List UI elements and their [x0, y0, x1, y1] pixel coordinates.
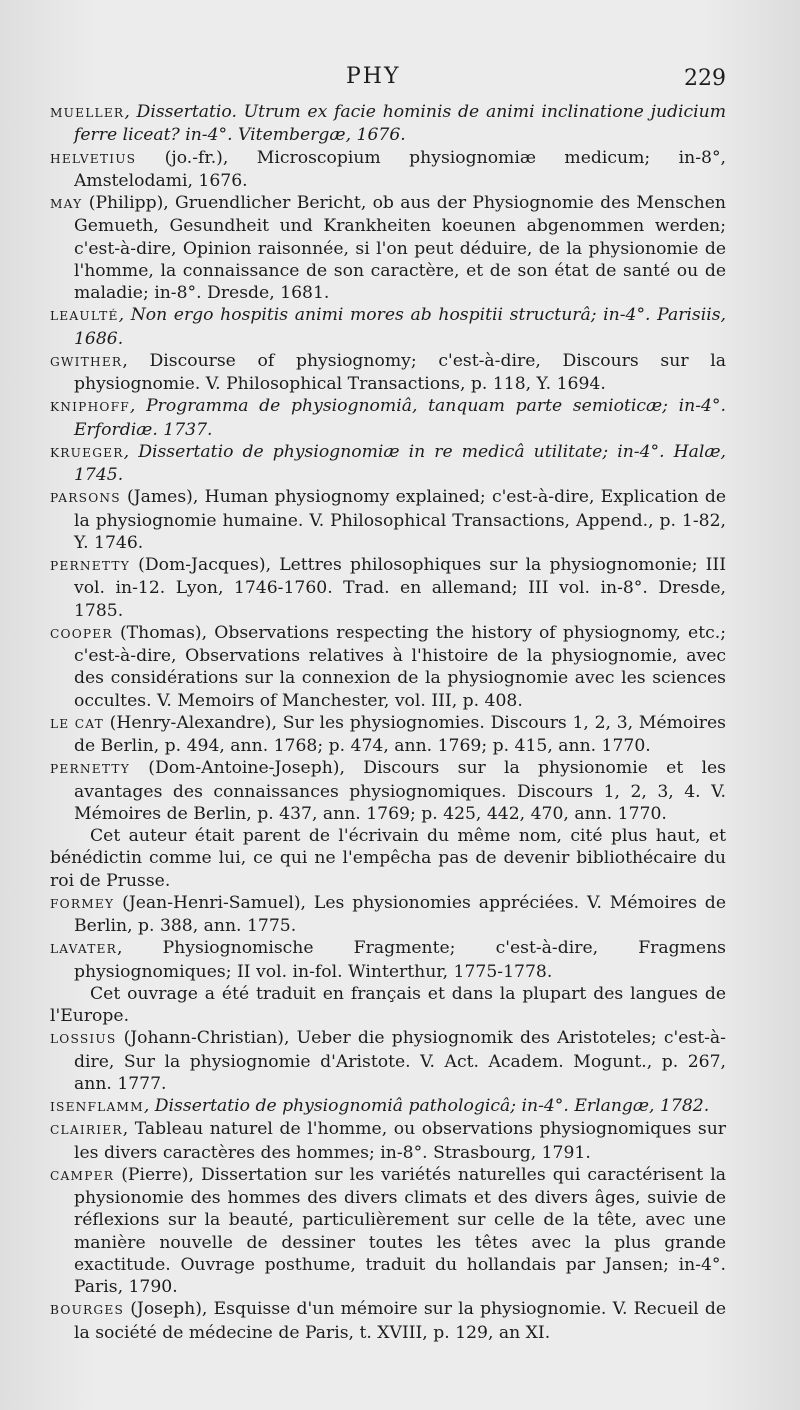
entry-text: (Thomas), Observations respecting the history of physiognomy, etc.; c'est-à-dire, Observations relatives à l'histoire de la physiognomie, avec des considérations sur la connexion de la physiognomie avec les sciences occultes. V. Memoirs of Manchester, vol. III, p. 408.: [74, 622, 726, 711]
entry-note: Cet auteur était parent de l'écrivain du même nom, cité plus haut, et bénédictin comme lui, ce qui ne l'empêcha pas de devenir bibliothécaire du roi de Prusse.: [50, 826, 726, 891]
entry-author: LAVATER: [50, 942, 117, 957]
entry-text: , Programma de physiognomiâ, tanquam parte semioticæ; in-4°. Erfordiæ. 1737.: [74, 396, 726, 440]
bibliography-entry: [50, 395, 726, 441]
bibliography-entry: [50, 486, 726, 554]
bibliography-entry: [50, 1027, 726, 1095]
entry-author: MAY: [50, 197, 83, 211]
entry-author: CAMPER: [50, 1168, 115, 1183]
entry-text: (James), Human physiognomy explained; c'est-à-dire, Explication de la physiognomie humaine. V. Philosophical Transactions, Append., p. 1-82, Y. 1746.: [74, 487, 726, 553]
bibliography-entry: [50, 147, 726, 193]
running-head: PHY: [346, 64, 401, 89]
bibliography-entry: [50, 937, 726, 983]
bibliography-entry: [50, 1095, 726, 1118]
entry-text: (Jean-Henri-Samuel), Les physionomies appréciées. V. Mémoires de Berlin, p. 388, ann. 1775.: [74, 892, 726, 936]
entry-author: LE CAT: [50, 716, 104, 731]
bibliography-entry: [50, 304, 726, 350]
entry-author: HELVETIUS: [50, 151, 137, 166]
entry-author: PERNETTY: [50, 559, 130, 573]
entry-note: Cet ouvrage a été traduit en français et dans la plupart des langues de l'Europe.: [50, 983, 726, 1026]
entry-text: (Dom-Jacques), Lettres philosophiques sur la physiognomonie; III vol. in-12. Lyon, 1746-1760. Trad. en allemand; III vol. in-8°. Dresde, 1785.: [74, 555, 726, 621]
bibliography-entry: [50, 192, 726, 304]
entry-text: , Dissertatio. Utrum ex facie hominis de animi inclinatione judicium ferre liceat? in-4°. Vitembergæ, 1676.: [74, 102, 726, 146]
bibliography-entry: [50, 101, 726, 147]
bibliography-entry: [50, 622, 726, 712]
entry-text: (Henry-Alexandre), Sur les physiognomies. Discours 1, 2, 3, Mémoires de Berlin, p. 494, ann. 1768; p. 474, ann. 1769; p. 415, ann. 1770.: [74, 712, 726, 756]
entry-text: , Non ergo hospitis animi mores ab hospitii structurâ; in-4°. Parisiis, 1686.: [74, 305, 726, 349]
entry-author: ISENFLAMM: [50, 1100, 144, 1114]
entry-text: , Tableau naturel de l'homme, ou observations physiognomiques sur les divers caractères des hommes; in-8°. Strasbourg, 1791.: [74, 1119, 726, 1163]
entry-text: (Pierre), Dissertation sur les variétés naturelles qui caractérisent la physionomie des hommes des divers climats et des divers âges, suivie de réflexions sur la beauté, particulièrement sur celle de la tête, avec une manière nouvelle de dessiner toutes les têtes avec la plus grande exactitude. Ouvrage posthume, traduit du hollandais par Jansen; in-4°. Paris, 1790.: [74, 1164, 726, 1297]
page-number: 229: [684, 66, 726, 91]
bibliography-entry: [50, 1298, 726, 1344]
entry-author: MUELLER: [50, 106, 125, 120]
entry-author: PERNETTY: [50, 762, 130, 777]
entry-text: (Johann-Christian), Ueber die physiognomik des Aristoteles; c'est-à-dire, Sur la physiognomie d'Aristote. V. Act. Academ. Mogunt., p. 267, ann. 1777.: [74, 1028, 726, 1094]
entry-text: , Physiognomische Fragmente; c'est-à-dire, Fragmens physiognomiques; II vol. in-fol. Winterthur, 1775-1778.: [74, 938, 726, 982]
entry-author: LEAULTÉ: [50, 309, 119, 324]
entry-text: (Philipp), Gruendlicher Bericht, ob aus der Physiognomie des Menschen Gemueth, Gesundheit und Krankheiten koeunen abgenommen werden; c'est-à-dire, Opinion raisonnée, si l'on peut déduire, de la physionomie de l'homme, la connaissance de son caractère, et de son état de santé ou de maladie; in-8°. Dresde, 1681.: [74, 193, 726, 303]
entry-author: KNIPHOFF: [50, 400, 130, 415]
entry-text: (jo.-fr.), Microscopium physiognomiæ medicum; in-8°, Amstelodami, 1676.: [74, 147, 726, 191]
bibliography-entry: [50, 1164, 726, 1299]
entry-text: , Discourse of physiognomy; c'est-à-dire, Discours sur la physiognomie. V. Philosophical Transactions, p. 118, Y. 1694.: [74, 350, 726, 394]
bibliography-entry: [50, 441, 726, 487]
entry-author: KRUEGER: [50, 445, 124, 460]
bibliography-entry: [50, 1118, 726, 1164]
entry-text: , Dissertatio de physiognomiæ in re medicâ utilitate; in-4°. Halæ, 1745.: [74, 441, 726, 485]
entry-text: (Dom-Antoine-Joseph), Discours sur la physionomie et les avantages des connaissances physiognomiques. Discours 1, 2, 3, 4. V. Mémoires de Berlin, p. 437, ann. 1769; p. 425, 442, 470, ann. 1770.: [74, 758, 726, 824]
entry-text: , Dissertatio de physiognomiâ pathologicâ; in-4°. Erlangæ, 1782.: [143, 1096, 710, 1116]
page-header: [0, 64, 800, 100]
entry-author: BOURGES: [50, 1303, 125, 1318]
bibliography-entry: [50, 712, 726, 758]
bibliography-entry: [50, 350, 726, 396]
entry-author: CLAIRIER: [50, 1123, 123, 1138]
bibliography-entry: [50, 554, 726, 622]
entry-text: (Joseph), Esquisse d'un mémoire sur la physiognomie. V. Recueil de la société de médecine de Paris, t. XVIII, p. 129, an XI.: [74, 1299, 726, 1343]
bibliography-entry: [50, 757, 726, 825]
entry-author: FORMEY: [50, 896, 115, 911]
bibliography-entry: [50, 892, 726, 938]
entry-author: LOSSIUS: [50, 1032, 117, 1047]
entry-author: COOPER: [50, 626, 113, 641]
bibliography-list: [50, 101, 726, 1344]
entry-author: PARSONS: [50, 491, 121, 506]
entry-author: GWITHER: [50, 354, 123, 369]
